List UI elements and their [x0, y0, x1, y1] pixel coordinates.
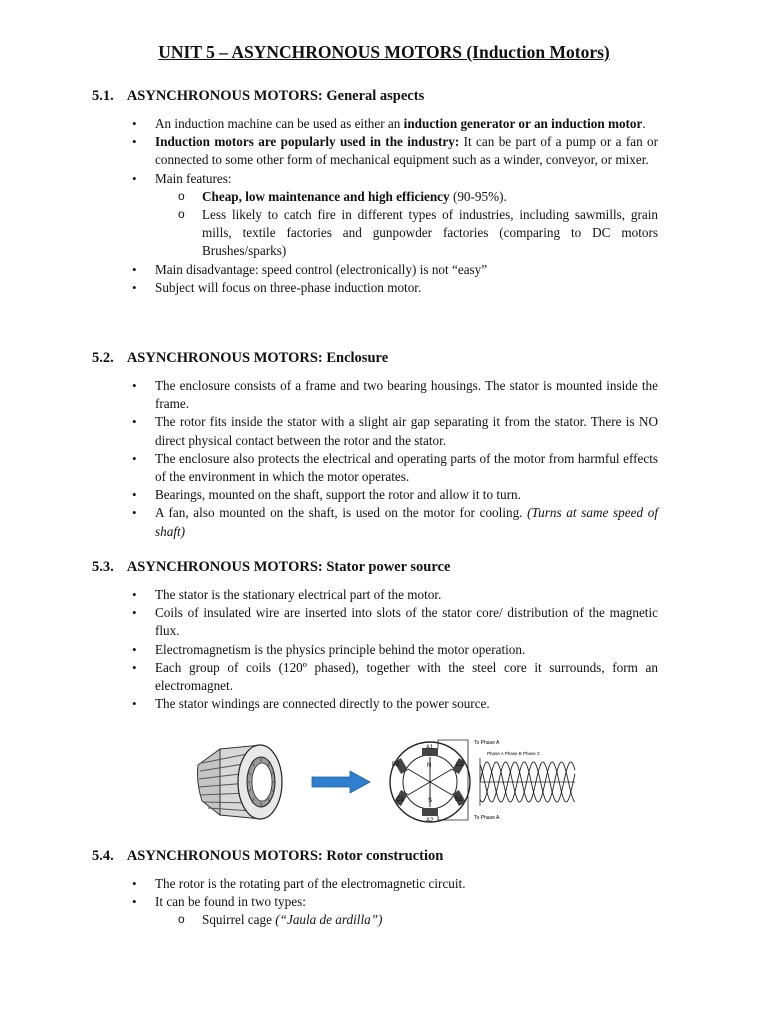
- list-item: • Subject will focus on three-phase induction motor.: [92, 279, 658, 297]
- section-enclosure: [92, 350, 682, 541]
- text: It can be part of a pump or a fan or connected to some other form of mechanical equipment such as a winder, conveyor, or mixer.: [155, 134, 658, 168]
- section-stator-power-source: [92, 559, 682, 713]
- section-title: ASYNCHRONOUS MOTORS: General aspects: [126, 88, 425, 104]
- bullet-list: [92, 115, 682, 297]
- sub-list: [155, 188, 658, 261]
- wire-label: To Phase A: [474, 740, 500, 746]
- pole-label: B2: [392, 762, 400, 768]
- list-item: [92, 133, 658, 169]
- section-heading: [92, 559, 682, 576]
- stator-figure: [190, 735, 590, 827]
- bullet-list: [92, 586, 682, 713]
- wire-label: To Phase A: [474, 815, 500, 821]
- list-item: • Electromagnetism is the physics principle behind the motor operation.: [92, 641, 658, 659]
- text: It can be found in two types:: [155, 894, 306, 910]
- list-item: • The stator is the stationary electrical part of the motor.: [92, 586, 658, 604]
- list-item: [92, 170, 658, 261]
- text: An induction machine can be used as either an: [155, 116, 404, 131]
- section-number: 5.1.: [92, 88, 114, 104]
- section-title: ASYNCHRONOUS MOTORS: Rotor construction: [126, 848, 444, 864]
- section-title: ASYNCHRONOUS MOTORS: Stator power source: [126, 559, 451, 575]
- bold-text: Induction motors are popularly used in the industry:: [155, 134, 460, 150]
- bold-text: induction generator or an induction motor: [403, 116, 643, 131]
- document-title: UNIT 5 – ASYNCHRONOUS MOTORS (Induction Motors): [158, 42, 610, 62]
- section-number: 5.2.: [92, 350, 114, 366]
- list-item: • The enclosure also protects the electrical and operating parts of the motor from harmful effects of the environment in which the motor operates.: [92, 450, 658, 486]
- section-heading: [92, 350, 682, 367]
- list-item: • Main disadvantage: speed control (electronically) is not “easy”: [92, 261, 658, 279]
- section-number: 5.3.: [92, 559, 114, 575]
- section-rotor-construction: [92, 848, 682, 930]
- sub-list-item: [155, 188, 658, 206]
- list-item: [92, 893, 658, 929]
- sub-list: [155, 911, 658, 929]
- text: .: [642, 116, 646, 131]
- pole-label: B1: [455, 797, 463, 803]
- text: A fan, also mounted on the shaft, is used on the motor for cooling.: [155, 505, 528, 521]
- pole-label: C1: [396, 797, 404, 803]
- bold-text: Cheap, low maintenance and high efficiency: [202, 188, 450, 204]
- list-item: • Bearings, mounted on the shaft, support the rotor and allow it to turn.: [92, 486, 658, 504]
- waveform-legend: Phase A Phase B Phase C: [487, 751, 541, 756]
- list-item: [92, 115, 658, 133]
- sub-list-item: [155, 911, 658, 929]
- pole-label: N: [427, 763, 432, 769]
- text: Squirrel cage: [202, 912, 276, 928]
- italic-text: (“Jaula de ardilla”): [275, 912, 383, 928]
- italic-text: (Turns at same speed of shaft): [155, 505, 658, 539]
- stator-core-image: [198, 745, 283, 819]
- bullet-list: [92, 875, 682, 930]
- right-arrow-icon: [312, 771, 370, 793]
- list-item: • The stator windings are connected directly to the power source.: [92, 695, 658, 713]
- bullet-list: [92, 377, 682, 541]
- stator-diagram: [190, 735, 590, 827]
- list-item: [92, 504, 658, 540]
- list-item: • Each group of coils (120º phased), together with the steel core it surrounds, form an electromagnet.: [92, 659, 658, 695]
- section-number: 5.4.: [92, 848, 114, 864]
- pole-label: C2: [456, 762, 464, 768]
- section-general-aspects: [92, 88, 682, 297]
- pole-label: A2: [426, 818, 434, 824]
- section-title: ASYNCHRONOUS MOTORS: Enclosure: [126, 350, 389, 366]
- pole-label: S: [428, 798, 433, 804]
- list-item: • The rotor fits inside the stator with a slight air gap separating it from the stator. There is NO direct physical contact between the rotor and the stator.: [92, 413, 658, 449]
- list-item: • The rotor is the rotating part of the electromagnetic circuit.: [92, 875, 658, 893]
- sub-list-item: o Less likely to catch fire in different types of industries, including sawmills, grain mills, textile factories and gunpowder factories (comparing to DC motors Brushes/sparks): [155, 206, 658, 261]
- section-heading: [92, 848, 682, 865]
- three-phase-waveform: [480, 751, 575, 806]
- pole-label: A1: [426, 745, 434, 751]
- list-item: • The enclosure consists of a frame and two bearing housings. The stator is mounted inside the frame.: [92, 377, 658, 413]
- list-item: • Coils of insulated wire are inserted into slots of the stator core/ distribution of the magnetic flux.: [92, 604, 658, 640]
- text: (90-95%).: [449, 188, 507, 204]
- text: Main features:: [155, 170, 232, 186]
- section-heading: [92, 88, 682, 105]
